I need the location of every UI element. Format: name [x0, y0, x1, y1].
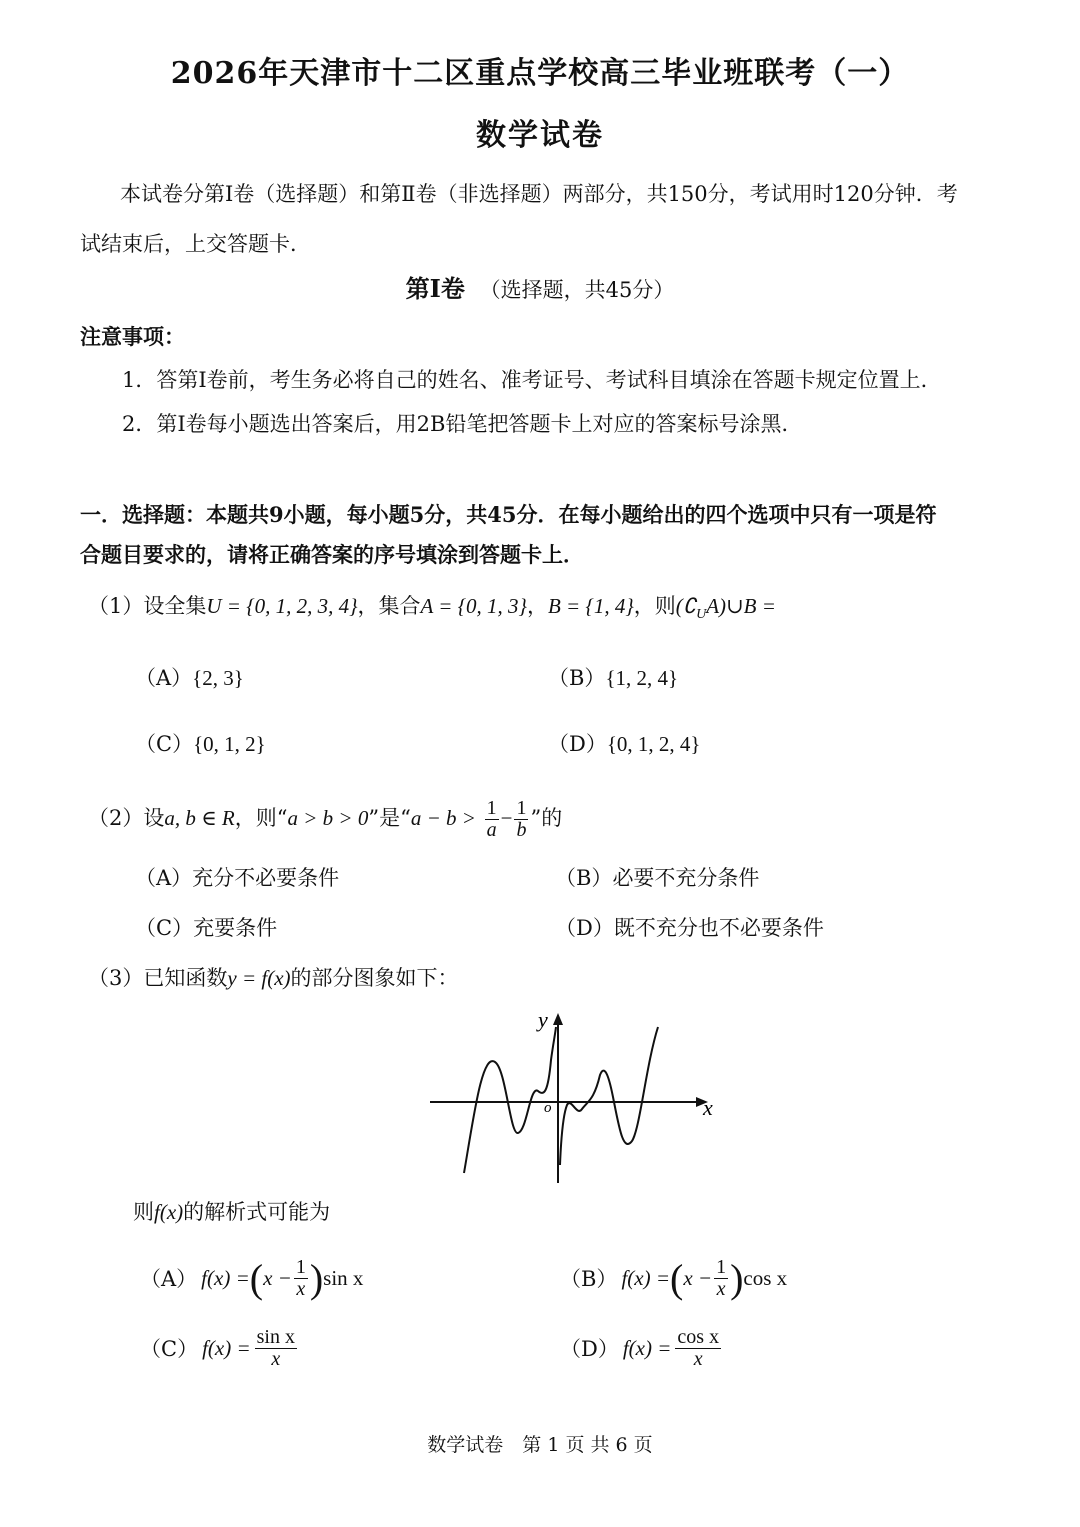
origin-label: o — [544, 1100, 552, 1116]
question-3-text-d: 的解析式可能为 — [183, 1200, 331, 1224]
left-paren: ( — [249, 1255, 264, 1301]
question-1-set-b: B = {1, 4} — [547, 594, 634, 618]
question-2 — [88, 788, 562, 848]
option-label: （A） — [135, 866, 193, 890]
question-3-text-b: 的部分图象如下： — [290, 966, 459, 990]
question-1-subscript: U — [696, 607, 707, 623]
option-value: 必要不充分条件 — [612, 866, 760, 890]
question-1-expression — [675, 594, 776, 623]
question-3-text-a: 已知函数 — [143, 966, 228, 990]
option-post: cos x — [743, 1265, 788, 1290]
curve-right-branch — [560, 1027, 658, 1165]
option-pre: x − — [683, 1265, 713, 1290]
option-label: （C） — [140, 1337, 199, 1361]
question-1-option-c[interactable] — [135, 728, 266, 758]
question-2-vars: a, b ∈ R — [164, 806, 235, 830]
left-paren: ( — [670, 1255, 684, 1301]
option-pre: x − — [263, 1265, 292, 1290]
question-1-option-b[interactable] — [548, 662, 678, 692]
option-value: {0, 1, 2} — [193, 732, 266, 756]
question-2-fraction-2 — [514, 798, 528, 841]
x-axis-label: x — [703, 1095, 713, 1120]
question-2-number: （2） — [88, 806, 144, 830]
question-1 — [88, 592, 776, 625]
question-2-minus: − — [500, 806, 513, 830]
function-graph — [420, 1005, 730, 1190]
question-2-fraction-1 — [485, 798, 499, 841]
intro-line-2: 试结束后，上交答题卡． — [80, 232, 311, 256]
exam-title: 2026年天津市十二区重点学校高三毕业班联考（一） — [170, 56, 910, 91]
option-lhs: f(x) = — [621, 1265, 670, 1290]
option-lhs: f(x) = — [202, 1335, 251, 1360]
option-fraction — [294, 1257, 308, 1300]
fraction-denominator: a — [486, 819, 497, 841]
question-2-option-a[interactable] — [135, 862, 339, 892]
question-1-option-d[interactable] — [548, 728, 701, 758]
option-label: （D） — [555, 916, 614, 940]
option-value: {1, 2, 4} — [605, 666, 679, 690]
question-2-text-c: ”是“ — [368, 806, 411, 830]
question-2-option-b[interactable] — [555, 862, 759, 892]
option-lhs: f(x) = — [622, 1335, 672, 1360]
question-3-option-a[interactable] — [140, 1248, 363, 1308]
question-1-set-u: U = {0, 1, 2, 3, 4} — [206, 594, 358, 618]
fraction-denominator: b — [516, 819, 527, 841]
question-1-complement: (∁ — [675, 594, 697, 618]
question-3-text-c: 则 — [133, 1200, 154, 1224]
right-paren: ) — [730, 1255, 744, 1301]
question-3-option-b[interactable] — [560, 1248, 787, 1308]
option-post: sin x — [323, 1265, 364, 1290]
part1-instruction-line-1: 一．选择题：本题共9小题，每小题5分，共45分．在每小题给出的四个选项中只有一项是符 — [80, 502, 937, 527]
question-1-option-a[interactable] — [135, 662, 244, 692]
option-value: 充要条件 — [193, 916, 278, 940]
question-3 — [88, 964, 459, 993]
option-value: 既不充分也不必要条件 — [613, 916, 824, 940]
curve-left-branch — [464, 1027, 556, 1173]
option-value: 充分不必要条件 — [192, 866, 340, 890]
question-3-number: （3） — [88, 966, 144, 990]
option-value: {2, 3} — [192, 666, 244, 690]
option-fraction — [255, 1327, 297, 1370]
question-3-fx: f(x) — [154, 1200, 184, 1224]
option-label: （B） — [548, 666, 606, 690]
question-2-text-d: ”的 — [530, 806, 563, 830]
exam-subtitle: 数学试卷 — [476, 118, 604, 153]
y-axis-label: y — [538, 1007, 548, 1032]
fraction-numerator: 1 — [516, 797, 527, 819]
question-1-text-b: ，集合 — [357, 594, 421, 618]
notes-label: 注意事项： — [80, 324, 185, 349]
option-label: （A） — [135, 666, 193, 690]
option-label: （D） — [560, 1337, 619, 1361]
fraction-denominator: x — [716, 1277, 726, 1300]
fraction-numerator: cos x — [677, 1325, 720, 1348]
option-label: （C） — [135, 916, 194, 940]
fraction-numerator: 1 — [716, 1255, 727, 1278]
question-3-prompt — [133, 1198, 330, 1227]
question-2-option-d[interactable] — [555, 912, 824, 942]
question-2-text-b: ，则“ — [234, 806, 288, 830]
question-3-option-c[interactable] — [140, 1318, 299, 1378]
fraction-numerator: 1 — [295, 1255, 306, 1278]
part1-instruction-line-2: 合题目要求的，请将正确答案的序号填涂到答题卡上． — [80, 542, 584, 567]
y-axis-arrow-icon — [553, 1013, 563, 1025]
fraction-numerator: 1 — [486, 797, 497, 819]
section-heading-note: （选择题，共45分） — [479, 278, 675, 302]
option-label: （A） — [140, 1267, 198, 1291]
question-1-text-c: ， — [526, 594, 548, 618]
notes-item-1: 1．答第Ⅰ卷前，考生务必将自己的姓名、准考证号、考试科目填涂在答题卡规定位置上． — [122, 368, 942, 392]
option-label: （B） — [560, 1267, 618, 1291]
option-value: {0, 1, 2, 4} — [606, 732, 701, 756]
intro-line-1: 本试卷分第Ⅰ卷（选择题）和第Ⅱ卷（非选择题）两部分，共150分，考试用时120分钟．考 — [120, 182, 958, 206]
option-fraction — [675, 1327, 721, 1370]
question-2-condition-1: a > b > 0 — [287, 806, 369, 830]
fraction-denominator: x — [271, 1347, 281, 1370]
question-1-text-a: 设全集 — [143, 594, 207, 618]
notes-item-2: 2．第Ⅰ卷每小题选出答案后，用2B铅笔把答题卡上对应的答案标号涂黑． — [122, 412, 803, 436]
question-1-set-a: A = {0, 1, 3} — [420, 594, 527, 618]
page-footer: 数学试卷 第 1 页 共 6 页 — [427, 1434, 653, 1456]
question-1-expression-rest: A)∪B = — [706, 594, 776, 618]
option-label: （D） — [548, 732, 607, 756]
section-heading-bold: 第Ⅰ卷 — [405, 274, 465, 303]
question-1-number: （1） — [88, 594, 144, 618]
fraction-denominator: x — [296, 1277, 306, 1300]
option-lhs: f(x) = — [201, 1265, 250, 1290]
question-2-condition-2: a − b > — [410, 806, 476, 830]
question-1-text-d: ，则 — [633, 594, 676, 618]
option-fraction — [714, 1257, 728, 1300]
question-2-text-a: 设 — [143, 806, 165, 830]
question-3-option-d[interactable] — [560, 1318, 723, 1378]
section-heading — [0, 272, 1080, 306]
question-3-function: y = f(x) — [227, 966, 291, 990]
question-2-option-c[interactable] — [135, 912, 277, 942]
fraction-denominator: x — [693, 1347, 703, 1370]
right-paren: ) — [309, 1255, 324, 1301]
option-label: （B） — [555, 866, 613, 890]
option-label: （C） — [135, 732, 194, 756]
fraction-numerator: sin x — [256, 1325, 295, 1348]
